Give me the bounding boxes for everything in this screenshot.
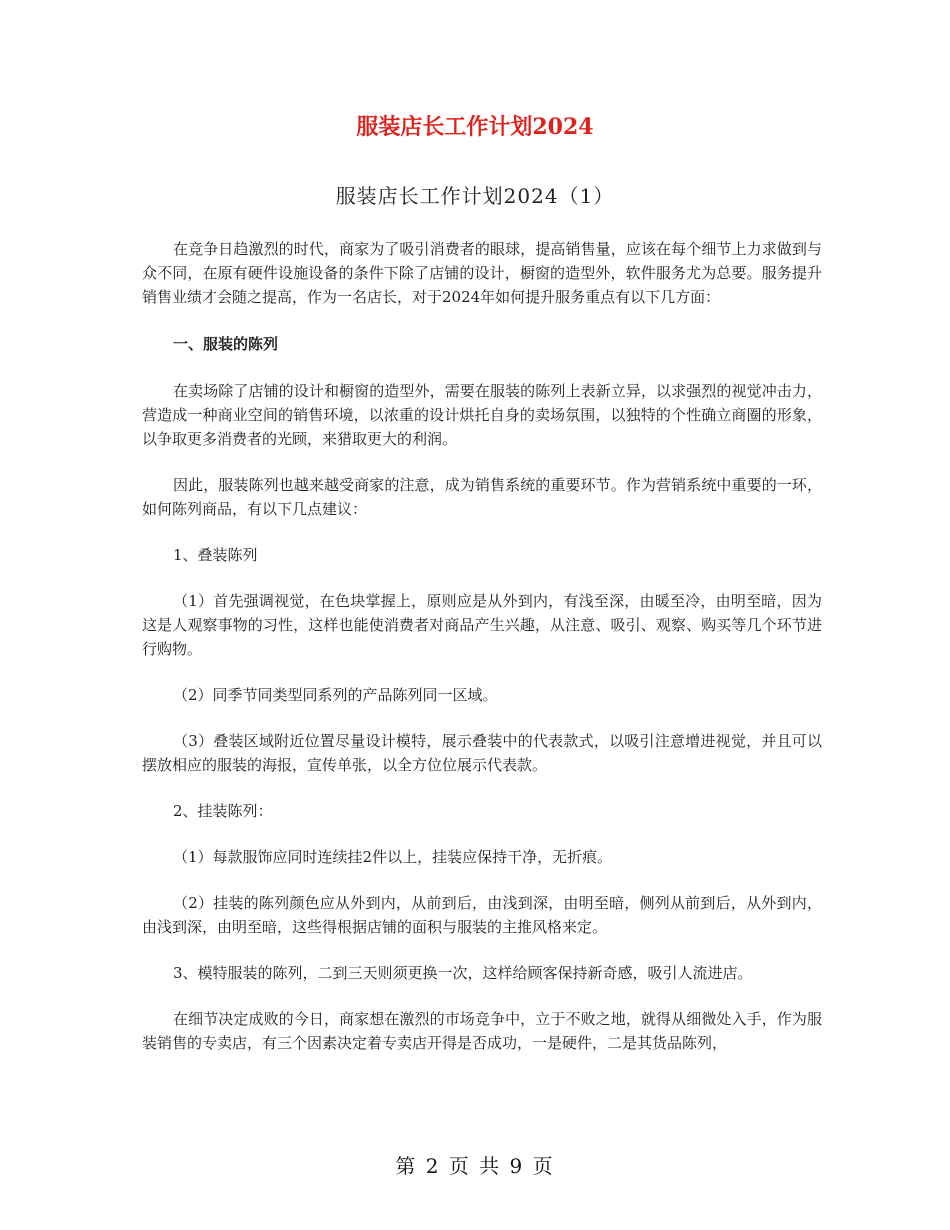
page-number-footer: 第 2 页 共 9 页: [395, 1154, 555, 1178]
closing-paragraph: 在细节决定成败的今日，商家想在激烈的市场竞争中，立于不败之地，就得从细微处入手，作为服装销售的专卖店，有三个因素决定着专卖店开得是否成功，一是硬件，二是其货品陈列，: [142, 1010, 822, 1052]
intro-paragraph: 在竞争日趋激烈的时代，商家为了吸引消费者的眼球，提高销售量，应该在每个细节上力求做到与众不同，在原有硬件设施设备的条件下除了店铺的设计，橱窗的造型外，软件服务尤为总要。服务提升销售业绩才会随之提高，作为一名店长，对于2024年如何提升服务重点有以下几方面：: [142, 240, 822, 306]
section-heading-display: 一、服装的陈列: [173, 335, 279, 353]
hanging-item-1: （1）每款服饰应同时连续挂2件以上，挂装应保持干净，无折痕。: [173, 848, 613, 866]
hanging-item-2: （2）挂装的陈列颜色应从外到内，从前到后，由浅到深，由明至暗，侧列从前到后，从外到内，由浅到深，由明至暗，这些得根据店铺的面积与服装的主推风格来定。: [142, 894, 822, 936]
folded-item-2: （2）同季节同类型同系列的产品陈列同一区域。: [173, 686, 498, 704]
paragraph-display-importance: 因此，服装陈列也越来越受商家的注意，成为销售系统的重要环节。作为营销系统中重要的一环，如何陈列商品，有以下几点建议：: [142, 476, 822, 518]
paragraph-display-intro: 在卖场除了店铺的设计和橱窗的造型外，需要在服装的陈列上表新立异，以求强烈的视觉冲击力，营造成一种商业空间的销售环境，以浓重的设计烘托自身的卖场氛围，以独特的个性确立商圈的形象，以争取更多消费者的光顾，来猎取更大的利润。: [142, 382, 822, 448]
mannequin-paragraph: 3、模特服装的陈列，二到三天则须更换一次，这样给顾客保持新奇感，吸引人流进店。: [173, 964, 753, 982]
document-title: 服装店长工作计划2024: [356, 114, 594, 140]
subheading-folded: 1、叠装陈列: [173, 546, 258, 564]
subheading-hanging: 2、挂装陈列：: [173, 802, 273, 820]
folded-item-3: （3）叠装区域附近位置尽量设计模特，展示叠装中的代表款式，以吸引注意增进视觉，并且可以摆放相应的服装的海报，宣传单张，以全方位位展示代表款。: [142, 732, 822, 774]
document-subtitle: 服装店长工作计划2024（1）: [335, 184, 615, 208]
folded-item-1: （1）首先强调视觉，在色块掌握上，原则应是从外到内，有浅至深，由暖至冷，由明至暗，因为这是人观察事物的习性，这样也能使消费者对商品产生兴趣，从注意、吸引、观察、购买等几个环节进行购物。: [142, 592, 822, 658]
document-body: [142, 237, 822, 1055]
